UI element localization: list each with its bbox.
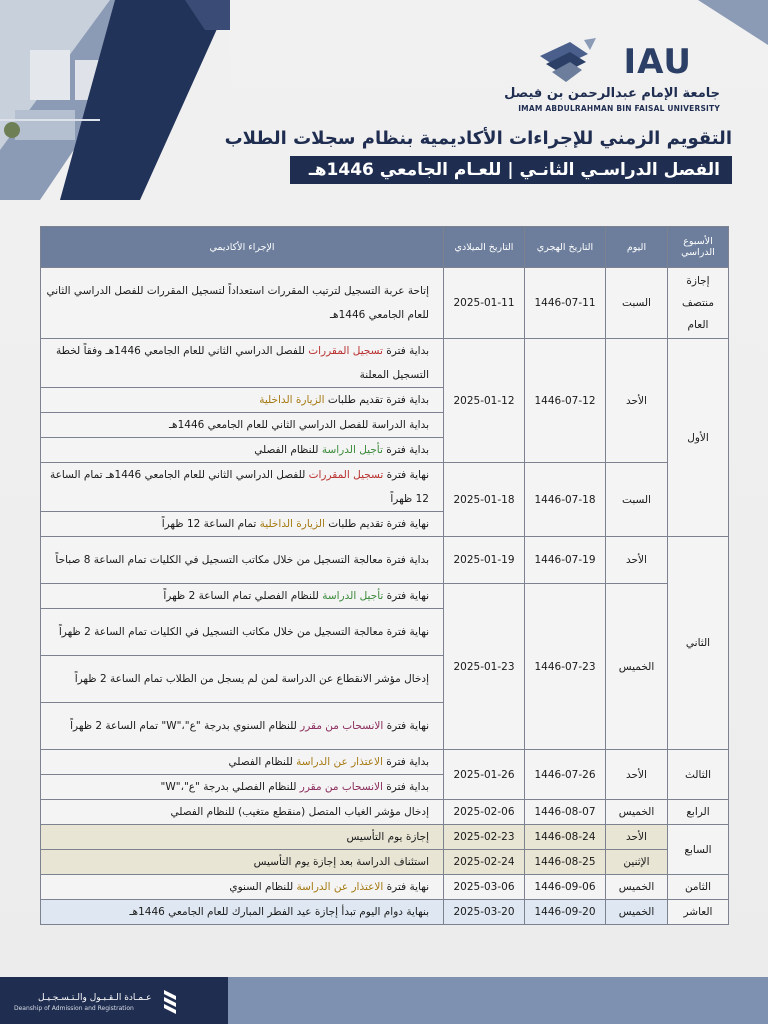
gregorian-cell: 2025-01-11 bbox=[444, 268, 525, 339]
gregorian-cell: 2025-03-06 bbox=[444, 875, 525, 900]
week-cell: العاشر bbox=[668, 900, 729, 925]
header-gregorian-date: التاريخ الميلادي bbox=[444, 227, 525, 268]
day-cell: السبت bbox=[606, 268, 668, 339]
action-text: للنظام الفصلي bbox=[254, 444, 322, 456]
hijri-cell: 1446-09-06 bbox=[525, 875, 606, 900]
highlight-internal-visit: الزيارة الداخلية bbox=[259, 518, 325, 530]
hijri-cell: 1446-08-24 bbox=[525, 825, 606, 850]
header-day: اليوم bbox=[606, 227, 668, 268]
week-cell: الثاني bbox=[668, 537, 729, 750]
hijri-cell: 1446-08-25 bbox=[525, 850, 606, 875]
semester-subtitle: الفصل الدراسـي الثانـي | للعـام الجامعي 1446هـ bbox=[290, 156, 732, 184]
table-row bbox=[41, 537, 729, 584]
action-cell bbox=[41, 775, 444, 800]
day-cell: الأحد bbox=[606, 825, 668, 850]
gregorian-cell: 2025-01-12 bbox=[444, 339, 525, 463]
hijri-cell: 1446-07-19 bbox=[525, 537, 606, 584]
highlight-internal-visit: الزيارة الداخلية bbox=[259, 394, 325, 406]
logo-abbreviation: IAU bbox=[623, 42, 692, 82]
day-cell: الخميس bbox=[606, 584, 668, 750]
gregorian-cell: 2025-01-18 bbox=[444, 463, 525, 537]
table-row bbox=[41, 268, 729, 339]
action-text: للفصل الدراسي الثاني للعام الجامعي 1446هـ وفقاً لخطة التسجيل المعلنة bbox=[56, 345, 429, 381]
action-cell: استئناف الدراسة بعد إجازة يوم التأسيس bbox=[41, 850, 444, 875]
action-cell bbox=[41, 388, 444, 413]
deanship-emblem-icon bbox=[160, 988, 180, 1014]
week-cell: إجازة منتصف العام bbox=[668, 268, 729, 339]
highlight-course-registration: تسجيل المقررات bbox=[308, 345, 383, 357]
hijri-cell: 1446-08-07 bbox=[525, 800, 606, 825]
iau-emblem-icon bbox=[540, 38, 600, 84]
action-cell: بداية الدراسة للفصل الدراسي الثاني للعام الجامعي 1446هـ bbox=[41, 413, 444, 438]
action-text: للنظام الفصلي تمام الساعة 2 ظهراً bbox=[163, 590, 323, 602]
table-row bbox=[41, 800, 729, 825]
table-row bbox=[41, 463, 729, 512]
action-cell bbox=[41, 750, 444, 775]
gregorian-cell: 2025-03-20 bbox=[444, 900, 525, 925]
table-row bbox=[41, 825, 729, 850]
action-text: تمام الساعة 12 ظهراً bbox=[161, 518, 260, 530]
action-cell bbox=[41, 339, 444, 388]
table-row bbox=[41, 339, 729, 388]
action-cell: نهاية فترة معالجة التسجيل من خلال مكاتب التسجيل في الكليات تمام الساعة 2 ظهراً bbox=[41, 609, 444, 656]
campus-photo-banner bbox=[0, 0, 230, 200]
week-cell: الأول bbox=[668, 339, 729, 537]
action-text: للنظام الفصلي بدرجة "ع"،"W" bbox=[160, 781, 300, 793]
action-text: نهاية فترة bbox=[383, 469, 429, 481]
header-hijri-date: التاريخ الهجري bbox=[525, 227, 606, 268]
action-cell bbox=[41, 512, 444, 537]
table-row bbox=[41, 850, 729, 875]
hijri-cell: 1446-07-11 bbox=[525, 268, 606, 339]
action-text: نهاية فترة bbox=[383, 881, 429, 893]
hijri-cell: 1446-07-26 bbox=[525, 750, 606, 800]
action-cell: بنهاية دوام اليوم تبدأ إجازة عيد الفطر المبارك للعام الجامعي 1446هـ bbox=[41, 900, 444, 925]
hijri-cell: 1446-09-20 bbox=[525, 900, 606, 925]
hijri-cell: 1446-07-12 bbox=[525, 339, 606, 463]
table-row bbox=[41, 750, 729, 775]
footer-accent bbox=[228, 977, 768, 1024]
action-cell bbox=[41, 875, 444, 900]
action-text: للنظام السنوي bbox=[229, 881, 297, 893]
action-cell: إدخال مؤشر الغياب المتصل (منقطع متغيب) للنظام الفصلي bbox=[41, 800, 444, 825]
highlight-study-apology: الاعتذار عن الدراسة bbox=[296, 881, 384, 893]
highlight-study-postponement: تأجيل الدراسة bbox=[321, 444, 383, 456]
header-action: الإجراء الأكاديمي bbox=[41, 227, 444, 268]
action-text: للفصل الدراسي الثاني للعام الجامعي 1446هـ تمام الساعة 12 ظهراً bbox=[49, 469, 429, 505]
action-cell: بداية فترة معالجة التسجيل من خلال مكاتب التسجيل في الكليات تمام الساعة 8 صباحاً bbox=[41, 537, 444, 584]
highlight-course-registration: تسجيل المقررات bbox=[308, 469, 384, 481]
footer-arabic-text: عـمـادة الـقـبـول والـتـسـجـيـل bbox=[38, 993, 152, 1003]
action-text: بداية فترة تقديم طلبات bbox=[324, 394, 429, 406]
highlight-study-apology: الاعتذار عن الدراسة bbox=[296, 756, 383, 768]
logo-arabic-name: جامعة الإمام عبدالرحمن بن فيصل bbox=[504, 86, 720, 101]
action-cell: إدخال مؤشر الانقطاع عن الدراسة لمن لم يسجل من الطلاب تمام الساعة 2 ظهراً bbox=[41, 656, 444, 703]
academic-calendar-table bbox=[40, 226, 729, 925]
table-header-row bbox=[41, 227, 729, 268]
week-cell: الرابع bbox=[668, 800, 729, 825]
day-cell: الأحد bbox=[606, 537, 668, 584]
table-row bbox=[41, 584, 729, 609]
action-text: للنظام الفصلي bbox=[228, 756, 297, 768]
action-text: نهاية فترة تقديم طلبات bbox=[324, 518, 429, 530]
action-text: للنظام السنوي بدرجة "ع"،"W" تمام الساعة 2 ظهراً bbox=[70, 720, 301, 732]
action-text: بداية فترة bbox=[382, 756, 429, 768]
hijri-cell: 1446-07-23 bbox=[525, 584, 606, 750]
highlight-course-withdrawal: الانسحاب من مقرر bbox=[299, 781, 383, 793]
action-text: بداية فترة bbox=[382, 444, 429, 456]
table-row bbox=[41, 875, 729, 900]
action-cell: إتاحة عربة التسجيل لترتيب المقررات استعداداً لتسجيل المقررات للفصل الدراسي الثاني للعام الجامعي 1446هـ bbox=[41, 268, 444, 339]
gregorian-cell: 2025-01-19 bbox=[444, 537, 525, 584]
highlight-course-withdrawal: الانسحاب من مقرر bbox=[300, 720, 384, 732]
day-cell: الخميس bbox=[606, 800, 668, 825]
gregorian-cell: 2025-02-06 bbox=[444, 800, 525, 825]
day-cell: الإثنين bbox=[606, 850, 668, 875]
day-cell: الأحد bbox=[606, 750, 668, 800]
action-cell bbox=[41, 463, 444, 512]
hijri-cell: 1446-07-18 bbox=[525, 463, 606, 537]
gregorian-cell: 2025-02-24 bbox=[444, 850, 525, 875]
action-text: نهاية فترة bbox=[383, 720, 429, 732]
action-cell: إجازة يوم التأسيس bbox=[41, 825, 444, 850]
gregorian-cell: 2025-01-26 bbox=[444, 750, 525, 800]
day-cell: السبت bbox=[606, 463, 668, 537]
day-cell: الخميس bbox=[606, 875, 668, 900]
action-cell bbox=[41, 438, 444, 463]
week-cell: السابع bbox=[668, 825, 729, 875]
week-cell: الثامن bbox=[668, 875, 729, 900]
logo-english-name: IMAM ABDULRAHMAN BIN FAISAL UNIVERSITY bbox=[518, 104, 720, 113]
action-text: بداية فترة bbox=[382, 781, 429, 793]
gregorian-cell: 2025-01-23 bbox=[444, 584, 525, 750]
gregorian-cell: 2025-02-23 bbox=[444, 825, 525, 850]
page-title: التقويم الزمني للإجراءات الأكاديمية بنظام سجلات الطلاب bbox=[224, 128, 732, 149]
university-logo bbox=[504, 38, 720, 113]
highlight-study-postponement: تأجيل الدراسة bbox=[322, 590, 384, 602]
table-row bbox=[41, 900, 729, 925]
week-cell: الثالث bbox=[668, 750, 729, 800]
action-text: نهاية فترة bbox=[383, 590, 429, 602]
day-cell: الخميس bbox=[606, 900, 668, 925]
day-cell: الأحد bbox=[606, 339, 668, 463]
action-text: بداية فترة bbox=[382, 345, 429, 357]
action-cell bbox=[41, 703, 444, 750]
header-week: الأسبوع الدراسي bbox=[668, 227, 729, 268]
footer-english-text: Deanship of Admission and Registration bbox=[14, 1005, 134, 1012]
action-cell bbox=[41, 584, 444, 609]
